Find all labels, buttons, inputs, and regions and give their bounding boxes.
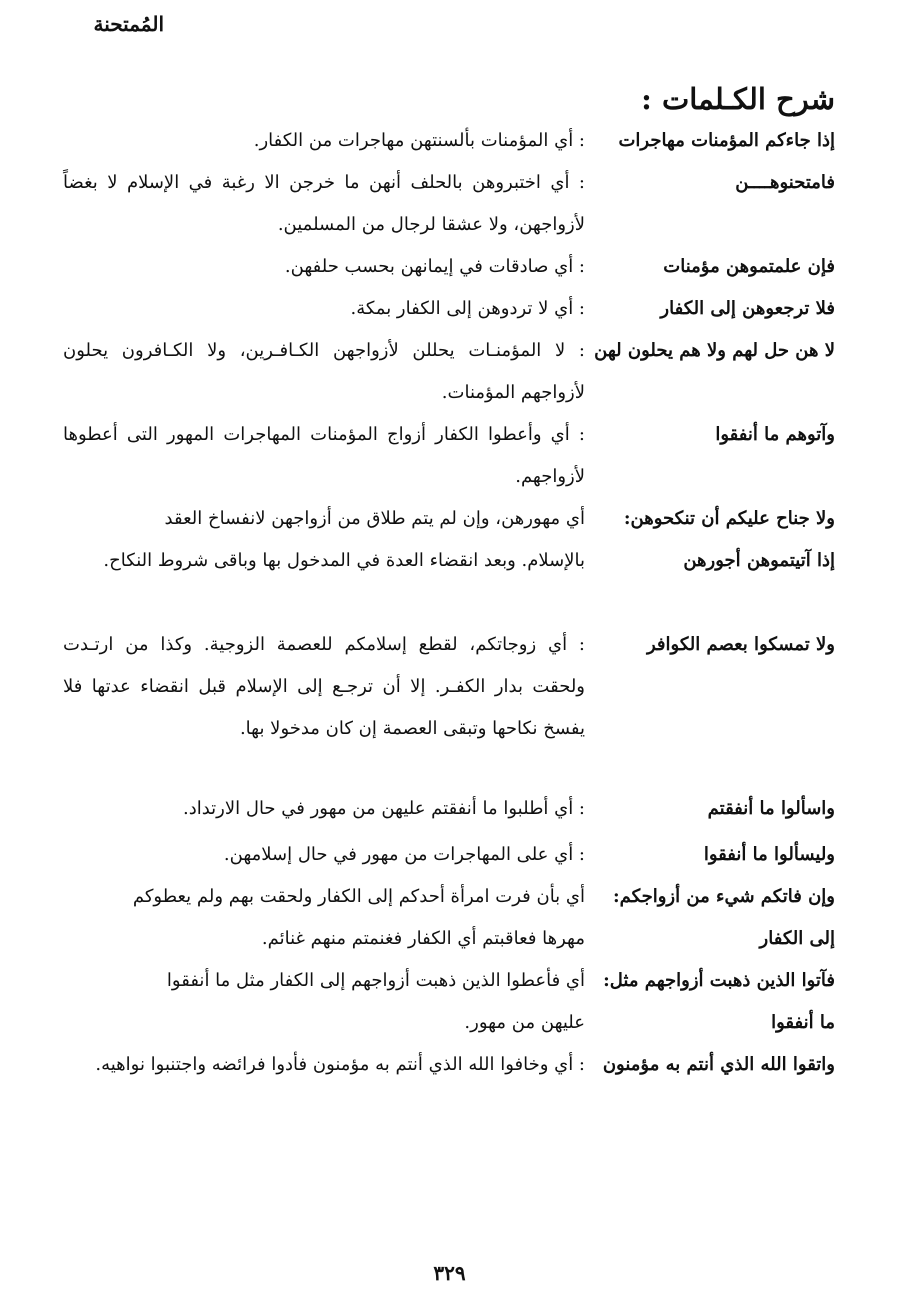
glossary-term: وآتوهم ما أنفقوا (715, 424, 835, 445)
glossary-term: واسألوا ما أنفقتم (707, 798, 835, 819)
glossary-term: ما أنفقوا (771, 1012, 835, 1033)
glossary-definition: : أي وأعطوا الكفار أزواج المؤمنات المهاجرات المهور التى أعطوها لأزواجهم. (63, 424, 585, 487)
glossary-definition: أي فأعطوا الذين ذهبت أزواجهم إلى الكفار مثل ما أنفقوا (166, 970, 585, 991)
glossary-entry (60, 1002, 835, 1044)
glossary-definition: : لا المؤمنـات يحللن لأزواجهن الكـافـرين، ولا الكـافرون يحلون لأزواجهم المؤمنات. (63, 340, 585, 403)
glossary-entry (60, 540, 835, 624)
glossary-definition: أي بأن فرت امرأة أحدكم إلى الكفار ولحقت بهم ولم يعطوكم (132, 886, 585, 907)
glossary-definition: : أي اختبروهن بالحلف أنهن ما خرجن الا رغبة في الإسلام لا بغضاً لأزواجهن، ولا عشقا لرجال من المسلمين. (63, 172, 585, 235)
glossary-definition: : أي زوجاتكم، لقطع إسلامكم للعصمة الزوجية. وكذا من ارتـدت ولحقت بدار الكفـر. إلا أن ترجـع إلى الإسلام قبل انقضاء عدتها فلا يفسخ نكاحها وتبقى العصمة إن كان مدخولا بها. (63, 634, 585, 739)
glossary-entry (60, 834, 835, 876)
glossary-entry (60, 788, 835, 830)
glossary-definition: عليهن من مهور. (464, 1012, 585, 1033)
glossary-entry (60, 162, 835, 246)
glossary-term: فآتوا الذين ذهبت أزواجهم مثل: (603, 970, 835, 991)
glossary-term: ولا تمسكوا بعصم الكوافر (646, 634, 835, 655)
glossary-entry (60, 498, 835, 540)
running-head: المُمتحنة (93, 12, 164, 36)
glossary-definition: : أي المؤمنات بألسنتهن مهاجرات من الكفار. (253, 130, 585, 151)
glossary-definition: أي مهورهن، وإن لم يتم طلاق من أزواجهن لانفساخ العقد (164, 508, 585, 529)
glossary-term: واتقوا الله الذي أنتم به مؤمنون (602, 1054, 835, 1075)
glossary-term: فإن علمتموهن مؤمنات (663, 256, 835, 277)
section-title: شرح الكـلمات : (641, 82, 835, 116)
glossary-entry (60, 288, 835, 330)
glossary-term: إلى الكفار (759, 928, 835, 949)
glossary-entry (60, 1044, 835, 1128)
glossary-entry (60, 246, 835, 288)
glossary-definition: مهرها فعاقبتم أي الكفار فغنمتم منهم غنائم. (261, 928, 585, 949)
glossary-term: فلا ترجعوهن إلى الكفار (660, 298, 835, 319)
glossary-definition: : أي أطلبوا ما أنفقتم عليهن من مهور في حال الارتداد. (182, 798, 585, 819)
glossary-definition: : أي صادقات في إيمانهن بحسب حلفهن. (284, 256, 585, 277)
glossary-entry (60, 624, 835, 792)
glossary-definition: بالإسلام. وبعد انقضاء العدة في المدخول بها وباقى شروط النكاح. (103, 550, 585, 571)
glossary-definition: : أي لا تردوهن إلى الكفار بمكة. (350, 298, 585, 319)
glossary-term: وليسألوا ما أنفقوا (703, 844, 835, 865)
glossary-definition: : أي وخافوا الله الذي أنتم به مؤمنون فأدوا فرائضه واجتنبوا نواهيه. (95, 1054, 585, 1075)
glossary-definition: : أي على المهاجرات من مهور في حال إسلامهن. (223, 844, 585, 865)
glossary-term: ولا جناح عليكم أن تنكحوهن: (623, 508, 835, 529)
glossary-term: إذا جاءكم المؤمنات مهاجرات (618, 130, 835, 151)
glossary-term: لا هن حل لهم ولا هم يحلون لهن (594, 340, 835, 361)
glossary-term: وإن فاتكم شيء من أزواجكم: (613, 886, 835, 907)
glossary-entry (60, 414, 835, 498)
glossary-term: إذا آتيتموهن أجورهن (683, 550, 835, 571)
glossary-entry (60, 330, 835, 414)
glossary-term: فامتحنوهــــن (735, 172, 835, 193)
glossary-entry (60, 918, 835, 960)
page-number: ٣٢٩ (433, 1261, 466, 1285)
glossary-entry (60, 960, 835, 1002)
glossary-entry (60, 876, 835, 918)
glossary-entry (60, 120, 835, 162)
